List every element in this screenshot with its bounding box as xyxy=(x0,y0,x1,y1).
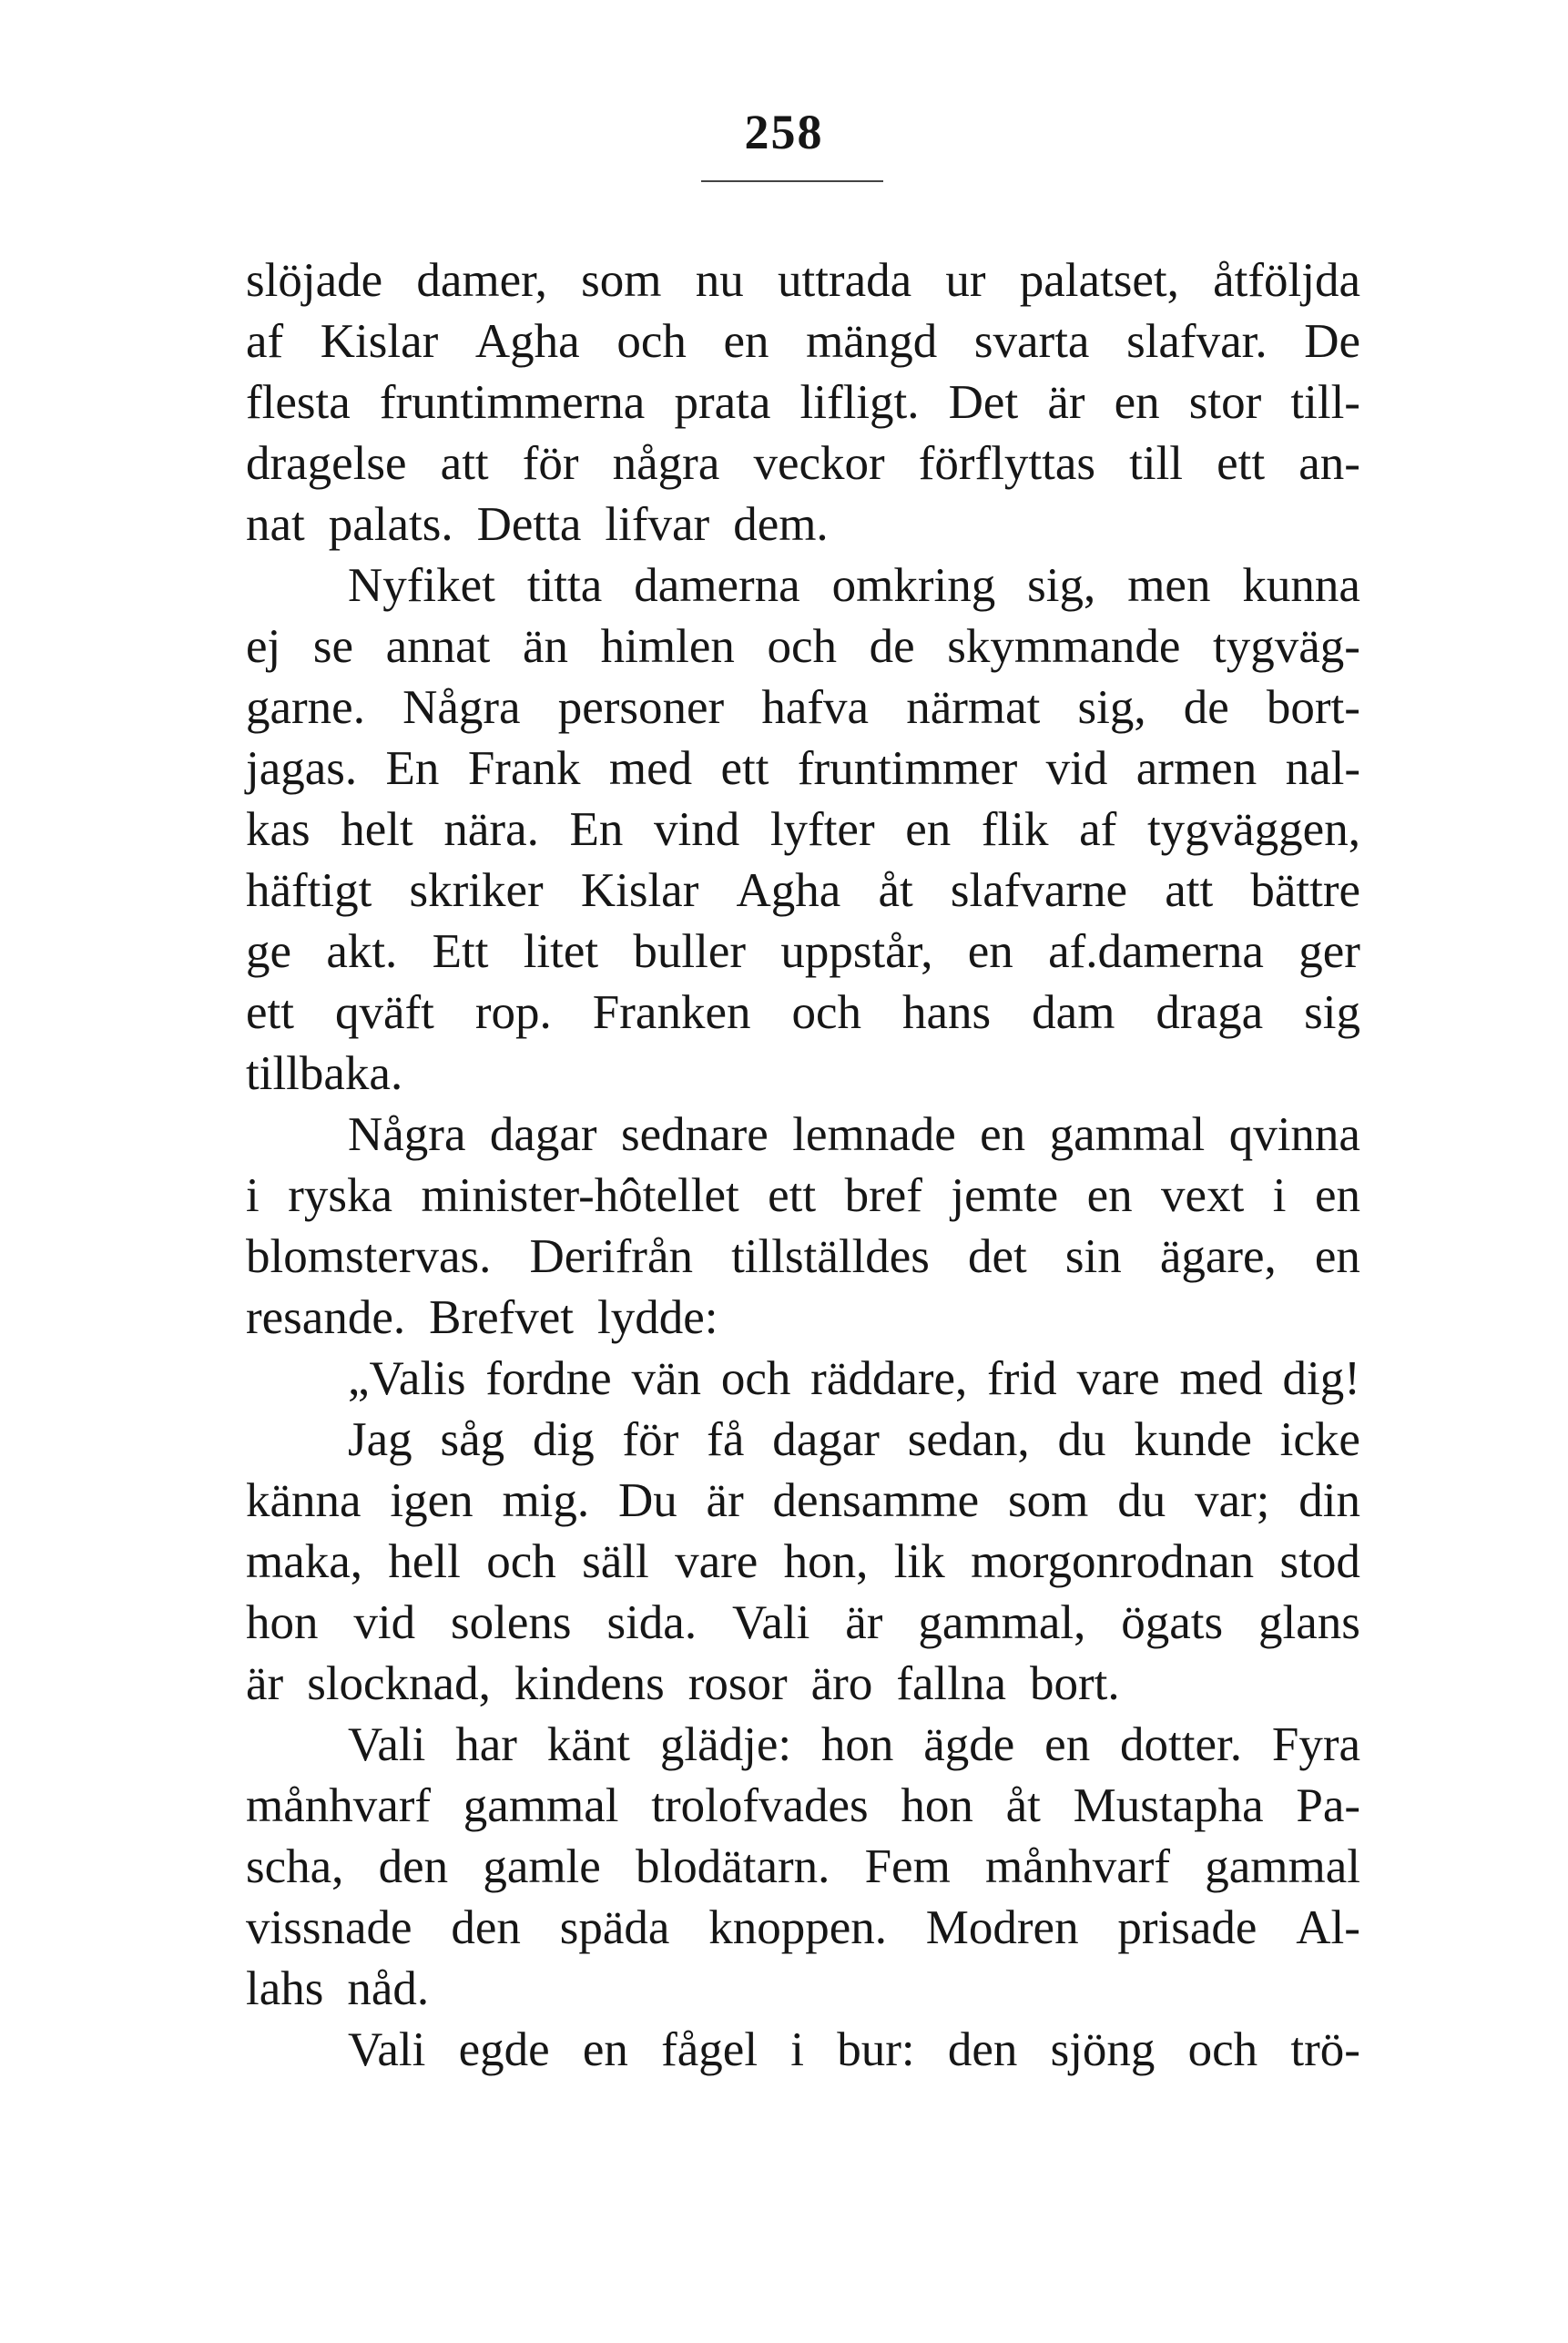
word: några xyxy=(612,437,720,490)
word: kunna xyxy=(1242,559,1360,612)
word: mängd xyxy=(806,315,938,368)
word: af.damerna xyxy=(1048,925,1264,978)
word: till xyxy=(1129,437,1184,490)
word: slocknad, xyxy=(307,1657,491,1710)
word: gammal xyxy=(463,1779,619,1832)
word: och xyxy=(486,1535,556,1588)
word: sig, xyxy=(1027,559,1096,612)
word: gammal xyxy=(1205,1840,1360,1893)
word: räddare, xyxy=(810,1352,968,1405)
word: draga xyxy=(1156,986,1264,1039)
body-text xyxy=(246,250,1360,2081)
word: fågel xyxy=(661,2023,759,2076)
word: knoppen. xyxy=(708,1901,887,1954)
word: ger xyxy=(1298,925,1360,978)
page-number: 258 xyxy=(744,105,824,159)
word: hon xyxy=(820,1718,894,1771)
word: och xyxy=(720,1352,791,1405)
word: morgonrodnan xyxy=(971,1535,1255,1588)
word: till- xyxy=(1290,376,1360,429)
text-line xyxy=(246,433,1360,494)
word: blomstervas. xyxy=(246,1230,492,1283)
word: qvinna xyxy=(1228,1108,1360,1161)
word: få xyxy=(707,1413,745,1466)
word: och xyxy=(616,315,687,368)
word: äro xyxy=(810,1657,873,1710)
word: Vali xyxy=(348,2023,426,2076)
word: himlen xyxy=(600,620,735,673)
word: vind xyxy=(653,803,740,856)
word: personer xyxy=(557,681,725,734)
word: slafvar. xyxy=(1126,315,1268,368)
word: resande. xyxy=(246,1291,406,1344)
text-line xyxy=(246,1349,1360,1410)
word: maka, xyxy=(246,1535,363,1588)
word: Pa- xyxy=(1296,1779,1360,1832)
word: du xyxy=(1117,1474,1166,1527)
word: förflyttas xyxy=(918,437,1096,490)
word: scha, xyxy=(246,1840,344,1893)
word: icke xyxy=(1279,1413,1360,1466)
word: men xyxy=(1127,559,1211,612)
word: är xyxy=(1047,376,1085,429)
word: „Valis xyxy=(348,1352,466,1405)
word: garne. xyxy=(246,681,365,734)
word: En xyxy=(569,803,624,856)
word: Nyfiket xyxy=(348,559,495,612)
word: jagas. xyxy=(246,742,358,795)
word: hon, xyxy=(783,1535,869,1588)
word: bur: xyxy=(837,2023,915,2076)
word: närmat xyxy=(906,681,1041,734)
text-line xyxy=(246,311,1360,372)
word: och xyxy=(767,620,837,673)
word: ryska xyxy=(288,1169,392,1222)
word: en xyxy=(1114,376,1160,429)
word: sedan, xyxy=(907,1413,1030,1466)
word: Du xyxy=(617,1474,677,1527)
word: nu xyxy=(695,254,744,307)
text-line xyxy=(246,1044,1360,1105)
text-line xyxy=(246,1471,1360,1532)
word: glans xyxy=(1258,1596,1360,1649)
word: med xyxy=(608,742,693,795)
word: svarta xyxy=(973,315,1090,368)
word: i xyxy=(790,2023,805,2076)
word: kindens xyxy=(514,1657,665,1710)
word: känt xyxy=(546,1718,630,1771)
word: en xyxy=(1086,1169,1133,1222)
word: vissnade xyxy=(246,1901,412,1954)
word: Ett xyxy=(432,925,489,978)
word: kas xyxy=(246,803,311,856)
word: sig, xyxy=(1077,681,1146,734)
text-line xyxy=(246,1227,1360,1288)
text-line xyxy=(246,677,1360,739)
word: Mustapha xyxy=(1073,1779,1264,1832)
word: är xyxy=(845,1596,883,1649)
text-line xyxy=(246,616,1360,677)
word: stor xyxy=(1188,376,1262,429)
word: ett xyxy=(1217,437,1266,490)
word: vare xyxy=(1076,1352,1160,1405)
word: hafva xyxy=(761,681,870,734)
word: säll xyxy=(582,1535,649,1588)
word: en xyxy=(980,1108,1026,1161)
word: vare xyxy=(675,1535,759,1588)
word: tygväggen, xyxy=(1146,803,1360,856)
word: Kislar xyxy=(320,315,439,368)
word: med xyxy=(1179,1352,1263,1405)
word: åt xyxy=(878,864,913,917)
word: nal- xyxy=(1285,742,1360,795)
word: bättre xyxy=(1250,864,1360,917)
word: du xyxy=(1057,1413,1106,1466)
word: ägde xyxy=(923,1718,1015,1771)
word: titta xyxy=(526,559,603,612)
text-line xyxy=(246,1837,1360,1898)
word: vid xyxy=(353,1596,416,1649)
word: månhvarf xyxy=(984,1840,1171,1893)
word: minister-hôtellet xyxy=(421,1169,739,1222)
word: åt xyxy=(1005,1779,1041,1832)
text-line xyxy=(246,800,1360,861)
word: än xyxy=(523,620,569,673)
word: är xyxy=(706,1474,744,1527)
word: egde xyxy=(458,2023,550,2076)
word: dam xyxy=(1032,986,1115,1039)
word: de xyxy=(869,620,915,673)
text-line xyxy=(246,372,1360,433)
word: Några xyxy=(402,681,521,734)
word: Derifrån xyxy=(529,1230,693,1283)
text-line xyxy=(246,1715,1360,1776)
word: vän xyxy=(631,1352,702,1405)
word: och xyxy=(1187,2023,1258,2076)
word: trolofvades xyxy=(651,1779,869,1832)
word: af xyxy=(1079,803,1117,856)
word: De xyxy=(1304,315,1360,368)
text-line xyxy=(246,983,1360,1044)
word: de xyxy=(1183,681,1229,734)
word: hans xyxy=(902,986,992,1039)
word: gamle xyxy=(483,1840,601,1893)
word: sjöng xyxy=(1050,2023,1156,2076)
word: en xyxy=(1314,1169,1360,1222)
word: Detta xyxy=(476,498,582,551)
word: dagar xyxy=(772,1413,880,1466)
word: Modren xyxy=(925,1901,1079,1954)
word: för xyxy=(622,1413,679,1466)
word: den xyxy=(947,2023,1018,2076)
word: Agha xyxy=(736,864,841,917)
word: att xyxy=(440,437,489,490)
word: gammal, xyxy=(918,1596,1086,1649)
word: tillbaka. xyxy=(246,1047,403,1100)
word: litet xyxy=(523,925,599,978)
word: sig xyxy=(1304,986,1360,1039)
text-line xyxy=(246,1105,1360,1166)
word: och xyxy=(791,986,862,1039)
word: en xyxy=(905,803,952,856)
word: lifvar xyxy=(605,498,710,551)
word: bort- xyxy=(1266,681,1360,734)
word: Det xyxy=(948,376,1019,429)
word: dem. xyxy=(733,498,829,551)
word: an- xyxy=(1298,437,1360,490)
word: häftigt xyxy=(246,864,372,917)
word: dragelse xyxy=(246,437,407,490)
word: Fyra xyxy=(1271,1718,1360,1771)
word: trö- xyxy=(1290,2023,1360,2076)
word: hon xyxy=(901,1779,973,1832)
word: som xyxy=(581,254,662,307)
header-rule xyxy=(701,180,883,182)
text-line xyxy=(246,1166,1360,1227)
word: skymmande xyxy=(947,620,1181,673)
word: buller xyxy=(633,925,747,978)
word: i xyxy=(246,1169,260,1222)
word: slafvarne xyxy=(950,864,1128,917)
word: En xyxy=(385,742,440,795)
word: i xyxy=(1272,1169,1287,1222)
word: prisade xyxy=(1117,1901,1257,1954)
word: mig. xyxy=(502,1474,590,1527)
word: det xyxy=(968,1230,1027,1283)
word: Fem xyxy=(864,1840,951,1893)
word: rosor xyxy=(687,1657,788,1710)
text-line xyxy=(246,1654,1360,1715)
word: en xyxy=(1314,1230,1360,1283)
word: flesta xyxy=(246,376,351,429)
word: dig xyxy=(532,1413,595,1466)
word: såg xyxy=(440,1413,505,1466)
word: hon xyxy=(246,1596,319,1649)
word: Vali xyxy=(348,1718,426,1771)
word: lemnade xyxy=(792,1108,956,1161)
word: Kislar xyxy=(580,864,699,917)
word: glädje: xyxy=(659,1718,792,1771)
word: en xyxy=(723,315,769,368)
text-line xyxy=(246,922,1360,983)
word: blodätarn. xyxy=(635,1840,830,1893)
word: solens xyxy=(451,1596,572,1649)
word: ge xyxy=(246,925,292,978)
word: lik xyxy=(893,1535,945,1588)
word: fruntimmer xyxy=(797,742,1018,795)
word: dagar xyxy=(489,1108,597,1161)
word: ögats xyxy=(1121,1596,1224,1649)
word: nat xyxy=(246,498,305,551)
text-line xyxy=(246,861,1360,922)
word: var; xyxy=(1195,1474,1270,1527)
word: som xyxy=(1008,1474,1089,1527)
word: din xyxy=(1298,1474,1360,1527)
word: lahs xyxy=(246,1962,324,2015)
word: annat xyxy=(385,620,491,673)
word: ett xyxy=(720,742,769,795)
word: åtföljda xyxy=(1213,254,1360,307)
word: skriker xyxy=(409,864,544,917)
word: Frank xyxy=(467,742,581,795)
text-line xyxy=(246,250,1360,311)
word: akt. xyxy=(326,925,398,978)
word: veckor xyxy=(753,437,885,490)
word: omkring xyxy=(831,559,996,612)
word: för xyxy=(522,437,579,490)
word: slöjade xyxy=(246,254,383,307)
word: den xyxy=(451,1901,521,1954)
word: uttrada xyxy=(777,254,912,307)
word: frid xyxy=(987,1352,1057,1405)
word: tygväg- xyxy=(1212,620,1360,673)
word: en xyxy=(1044,1718,1091,1771)
word: qväft xyxy=(334,986,434,1039)
word: den xyxy=(378,1840,449,1893)
text-line xyxy=(246,1288,1360,1349)
word: prata xyxy=(674,376,771,429)
word: Jag xyxy=(348,1413,412,1466)
word: dotter. xyxy=(1120,1718,1242,1771)
text-line xyxy=(246,1532,1360,1593)
text-line xyxy=(246,2020,1360,2081)
word: flik xyxy=(981,803,1049,856)
word: månhvarf xyxy=(246,1779,432,1832)
word: ett xyxy=(768,1169,817,1222)
word: Al- xyxy=(1296,1901,1360,1954)
word: bref xyxy=(844,1169,922,1222)
word: nära. xyxy=(443,803,539,856)
word: lifligt. xyxy=(799,376,920,429)
word: att xyxy=(1165,864,1214,917)
word: fordne xyxy=(485,1352,612,1405)
word: ej xyxy=(246,620,281,673)
word: Agha xyxy=(474,315,580,368)
word: kunde xyxy=(1134,1413,1252,1466)
word: ett xyxy=(246,986,294,1039)
word: se xyxy=(312,620,354,673)
word: ägare, xyxy=(1159,1230,1277,1283)
word: Brefvet xyxy=(429,1291,575,1344)
word: jemte xyxy=(951,1169,1059,1222)
word: fallna xyxy=(896,1657,1006,1710)
word: uppstår, xyxy=(780,925,933,978)
word: palats. xyxy=(328,498,453,551)
word: har xyxy=(455,1718,517,1771)
text-line xyxy=(246,494,1360,555)
text-line xyxy=(246,1959,1360,2020)
text-line xyxy=(246,1898,1360,1959)
word: bort. xyxy=(1030,1657,1120,1710)
text-line xyxy=(246,1776,1360,1837)
word: känna xyxy=(246,1474,361,1527)
word: nåd. xyxy=(347,1962,430,2015)
word: armen xyxy=(1135,742,1257,795)
word: damerna xyxy=(634,559,800,612)
word: sida. xyxy=(606,1596,697,1649)
word: är xyxy=(246,1657,284,1710)
word: gammal xyxy=(1049,1108,1206,1161)
word: stod xyxy=(1279,1535,1360,1588)
word: lydde: xyxy=(597,1291,718,1344)
word: ur xyxy=(945,254,986,307)
text-line xyxy=(246,1593,1360,1654)
word: rop. xyxy=(474,986,552,1039)
text-line xyxy=(246,555,1360,616)
word: sin xyxy=(1064,1230,1122,1283)
text-line xyxy=(246,739,1360,800)
word: vid xyxy=(1045,742,1108,795)
word: damer, xyxy=(416,254,547,307)
word: densamme xyxy=(772,1474,980,1527)
word: hell xyxy=(388,1535,461,1588)
word: dig! xyxy=(1282,1352,1360,1405)
word: Vali xyxy=(731,1596,810,1649)
word: igen xyxy=(390,1474,473,1527)
word: palatset, xyxy=(1019,254,1179,307)
word: helt xyxy=(341,803,413,856)
word: af xyxy=(246,315,284,368)
word: vext xyxy=(1161,1169,1245,1222)
text-line xyxy=(246,1410,1360,1471)
word: fruntimmerna xyxy=(379,376,646,429)
word: en xyxy=(582,2023,628,2076)
word: tillställdes xyxy=(731,1230,930,1283)
word: en xyxy=(967,925,1013,978)
word: sednare xyxy=(620,1108,769,1161)
word: späda xyxy=(559,1901,670,1954)
word: Några xyxy=(348,1108,466,1161)
word: lyfter xyxy=(769,803,875,856)
word: Franken xyxy=(592,986,751,1039)
